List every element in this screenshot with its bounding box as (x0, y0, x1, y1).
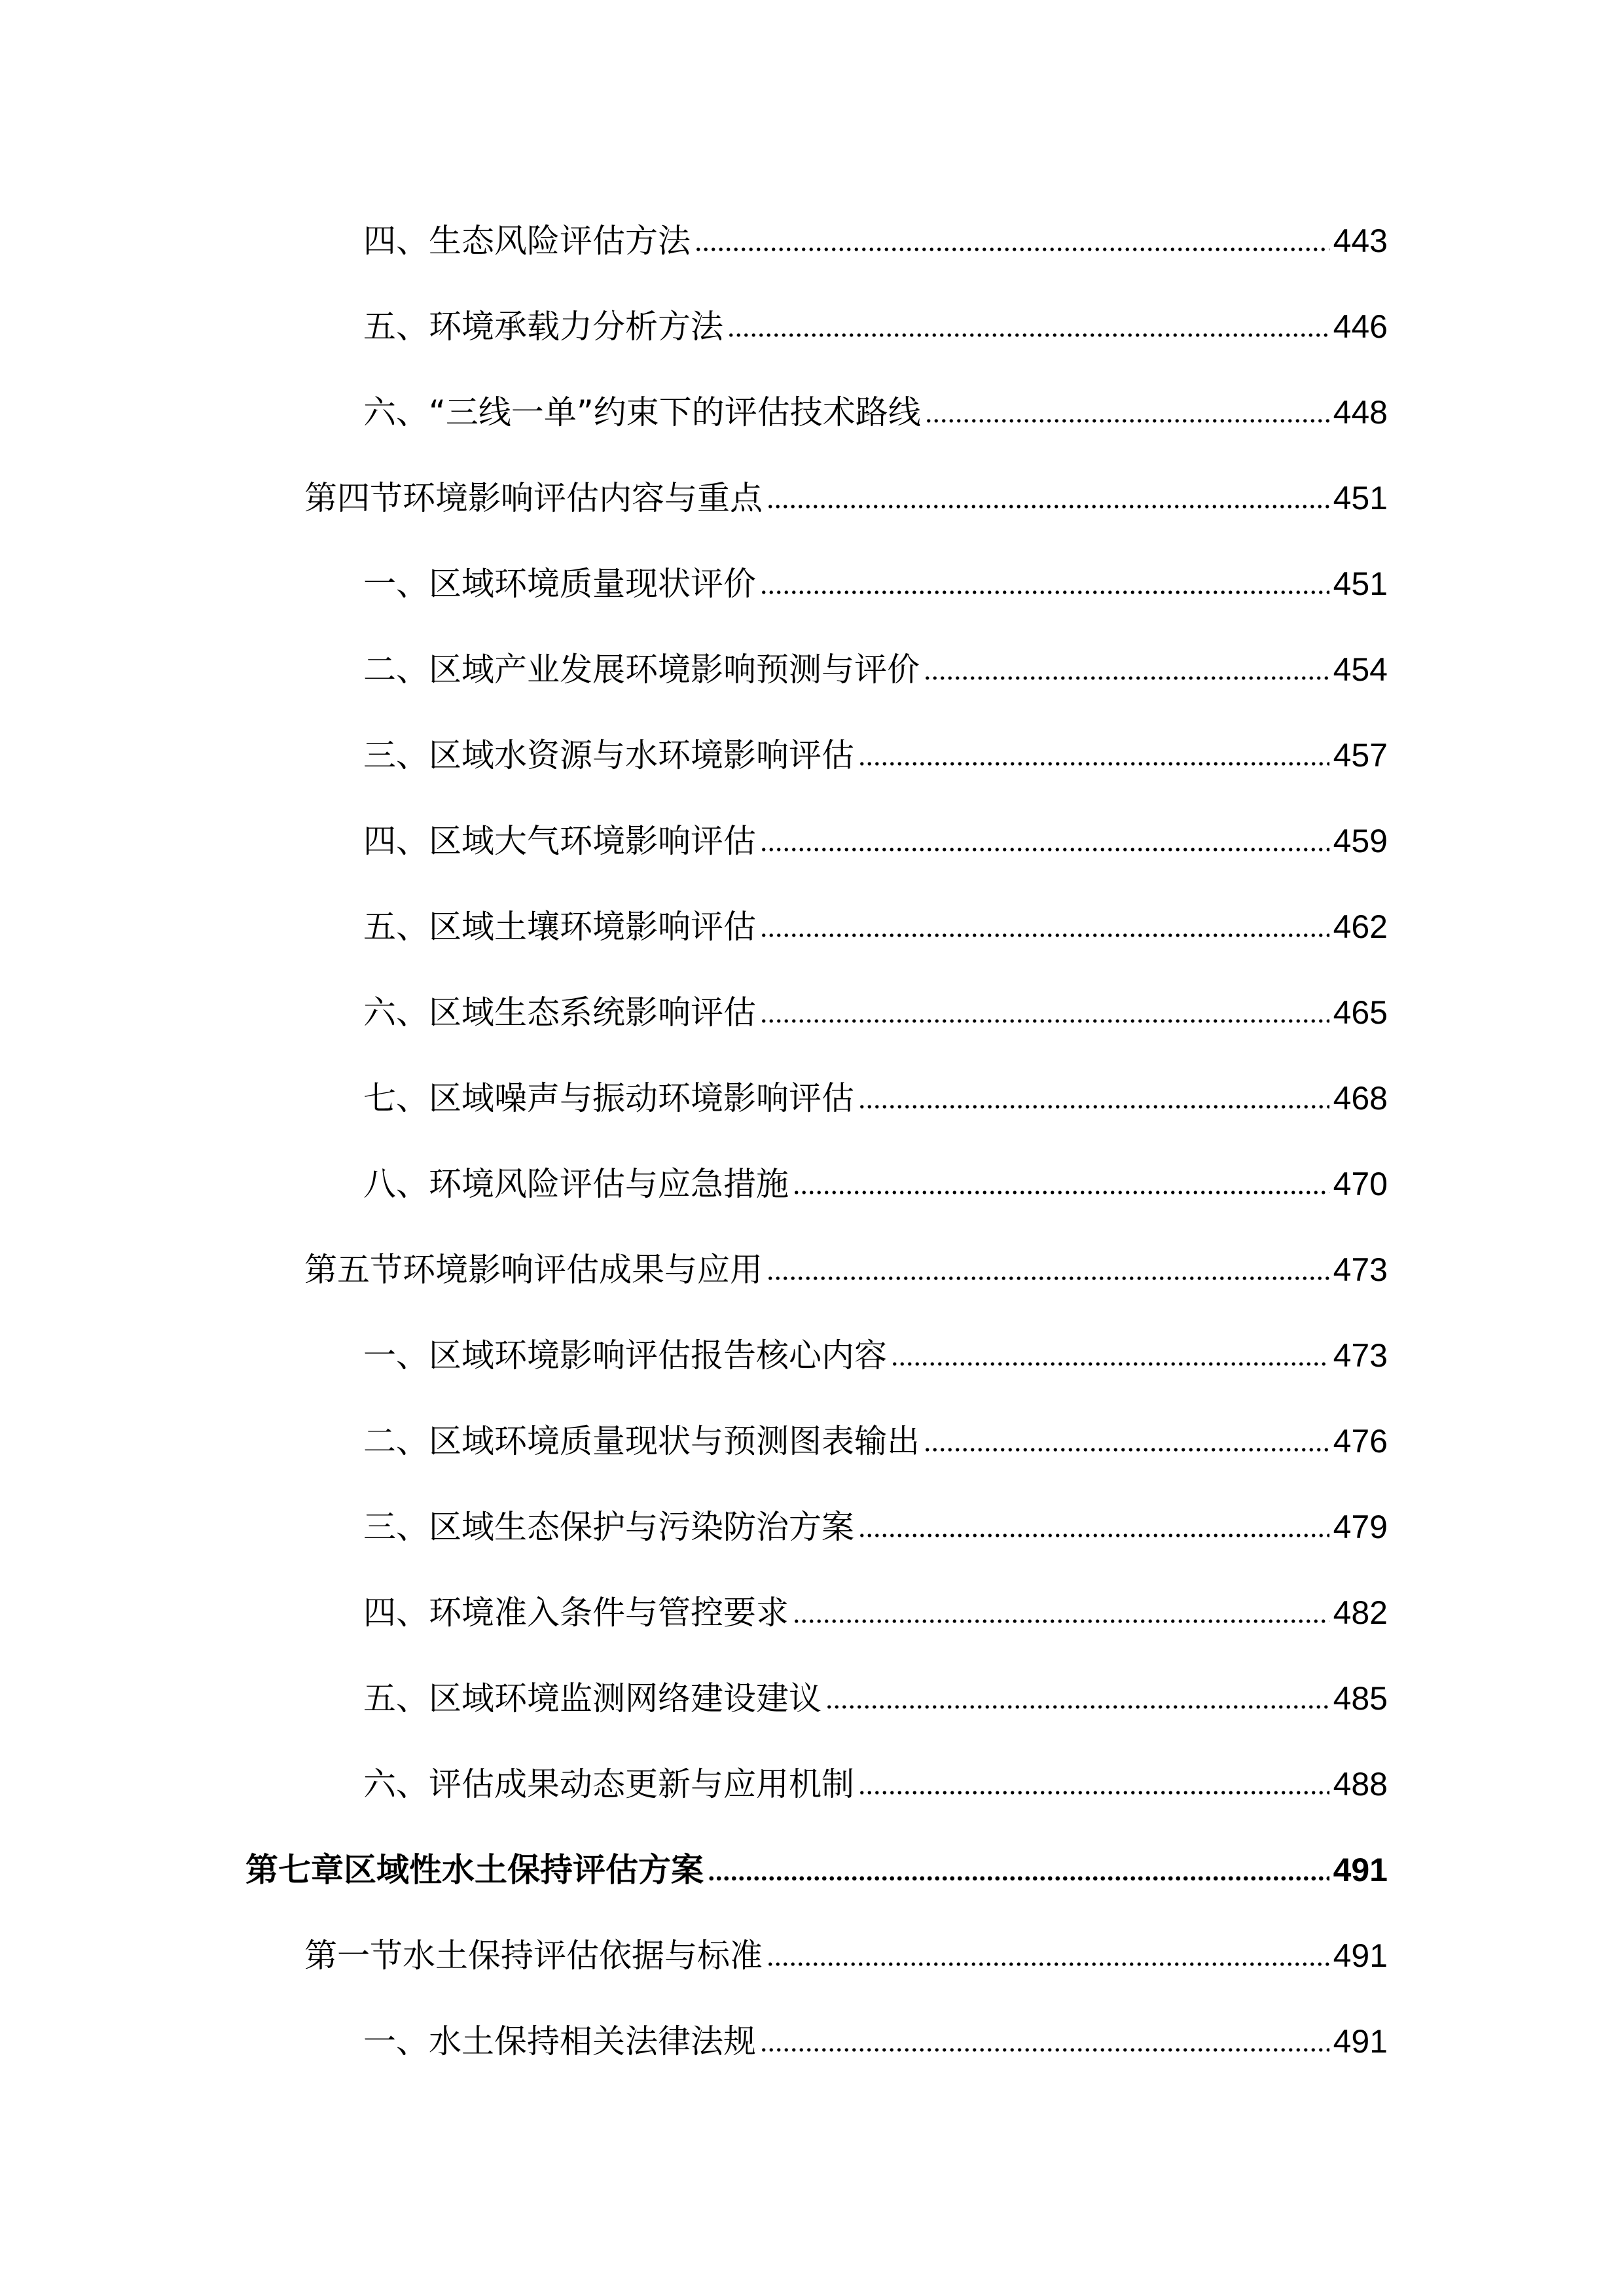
toc-entry-page: 485 (1333, 1680, 1388, 1717)
toc-entry-page: 457 (1333, 737, 1388, 774)
toc-entry-title: 一、区域环境质量现状评价 (363, 565, 756, 603)
toc-entry-page: 488 (1333, 1766, 1388, 1803)
toc-entry-page: 491 (1333, 1852, 1388, 1888)
toc-entry-page: 448 (1333, 394, 1388, 431)
toc-entry-page: 491 (1333, 2023, 1388, 2060)
toc-entry-title: 五、环境承载力分析方法 (363, 308, 723, 346)
dot-leader (767, 503, 1329, 511)
toc-entry-title: 第一节水土保持评估依据与标准 (304, 1937, 763, 1975)
toc-entry-page: 454 (1333, 651, 1388, 688)
toc-entry-title: 四、环境准入条件与管控要求 (363, 1594, 789, 1632)
dot-leader (925, 417, 1329, 425)
dot-leader (891, 1360, 1329, 1368)
toc-entry-title: 八、环境风险评估与应急措施 (363, 1165, 789, 1203)
toc-entry[interactable] (363, 1075, 1388, 1121)
toc-entry[interactable] (363, 2018, 1388, 2064)
toc-entry-title: 四、区域大气环境影响评估 (363, 822, 756, 860)
dot-leader (760, 2046, 1329, 2054)
dot-leader (760, 931, 1329, 939)
dot-leader (760, 846, 1329, 853)
toc-entry-page: 473 (1333, 1337, 1388, 1374)
toc-entry-page: 443 (1333, 223, 1388, 259)
toc-entry-title: 六、“三线一单”约束下的评估技术路线 (363, 393, 921, 431)
dot-leader (858, 1532, 1329, 1539)
toc-entry-title: 五、区域环境监测网络建设建议 (363, 1679, 821, 1717)
dot-leader (825, 1703, 1329, 1711)
dot-leader (924, 1446, 1329, 1454)
toc-entry-title: 七、区域噪声与振动环境影响评估 (363, 1079, 854, 1117)
dot-leader (858, 760, 1329, 768)
toc-entry-title: 六、区域生态系统影响评估 (363, 994, 756, 1031)
toc-entry-page: 470 (1333, 1166, 1388, 1202)
toc-entry[interactable] (363, 1161, 1388, 1207)
toc-entry-title: 一、区域环境影响评估报告核心内容 (363, 1336, 887, 1374)
toc-entry[interactable] (363, 818, 1388, 864)
toc-entry-page: 446 (1333, 308, 1388, 345)
toc-entry-page: 451 (1333, 565, 1388, 602)
toc-entry[interactable] (363, 1590, 1388, 1636)
toc-section-entry[interactable] (304, 1247, 1388, 1293)
toc-entry-title: 第四节环境影响评估内容与重点 (304, 479, 763, 517)
toc-entry-title: 第五节环境影响评估成果与应用 (304, 1251, 763, 1289)
dot-leader (727, 331, 1329, 339)
dot-leader (767, 1274, 1329, 1282)
toc-entry[interactable] (363, 561, 1388, 607)
toc-entry[interactable] (363, 1418, 1388, 1464)
dot-leader (760, 1017, 1329, 1025)
toc-entry-title: 六、评估成果动态更新与应用机制 (363, 1765, 854, 1803)
dot-leader (708, 1874, 1329, 1882)
toc-entry[interactable] (363, 647, 1388, 692)
toc-section-entry[interactable] (304, 475, 1388, 521)
toc-entry-title: 四、生态风险评估方法 (363, 222, 691, 260)
toc-entry-page: 459 (1333, 823, 1388, 859)
toc-entry[interactable] (363, 904, 1388, 950)
dot-leader (793, 1617, 1329, 1625)
toc-entry[interactable] (363, 990, 1388, 1035)
toc-entry[interactable] (363, 1761, 1388, 1807)
toc-chapter-entry[interactable] (245, 1847, 1388, 1893)
dot-leader (767, 1960, 1329, 1968)
toc-section-entry[interactable] (304, 1933, 1388, 1979)
toc-entry-page: 476 (1333, 1423, 1388, 1460)
toc-entry-page: 491 (1333, 1937, 1388, 1974)
toc-entry-page: 473 (1333, 1251, 1388, 1288)
toc-entry-page: 465 (1333, 994, 1388, 1031)
toc-entry[interactable] (363, 218, 1388, 264)
toc-entry-title: 三、区域水资源与水环境影响评估 (363, 736, 854, 774)
toc-entry-title: 二、区域产业发展环境影响预测与评价 (363, 651, 920, 689)
toc-entry-title: 五、区域土壤环境影响评估 (363, 908, 756, 946)
toc-entry-title: 一、水土保持相关法律法规 (363, 2022, 756, 2060)
toc-entry[interactable] (363, 1676, 1388, 1721)
toc-entry-page: 482 (1333, 1594, 1388, 1631)
toc-entry-title: 二、区域环境质量现状与预测图表输出 (363, 1422, 920, 1460)
toc-entry[interactable] (363, 732, 1388, 778)
dot-leader (858, 1103, 1329, 1111)
toc-entry-page: 462 (1333, 908, 1388, 945)
dot-leader (858, 1789, 1329, 1797)
toc-entry[interactable] (363, 1504, 1388, 1550)
toc-entry-page: 468 (1333, 1080, 1388, 1117)
dot-leader (760, 588, 1329, 596)
toc-entry[interactable] (363, 1333, 1388, 1378)
toc-entry-page: 479 (1333, 1509, 1388, 1545)
dot-leader (924, 674, 1329, 682)
dot-leader (793, 1189, 1329, 1196)
dot-leader (695, 245, 1329, 253)
toc-entry-title: 第七章区域性水土保持评估方案 (245, 1851, 704, 1889)
toc-entry-title: 三、区域生态保护与污染防治方案 (363, 1508, 854, 1546)
toc-entry[interactable] (363, 304, 1388, 350)
toc-entry-page: 451 (1333, 480, 1388, 516)
toc-entry[interactable] (363, 389, 1388, 435)
